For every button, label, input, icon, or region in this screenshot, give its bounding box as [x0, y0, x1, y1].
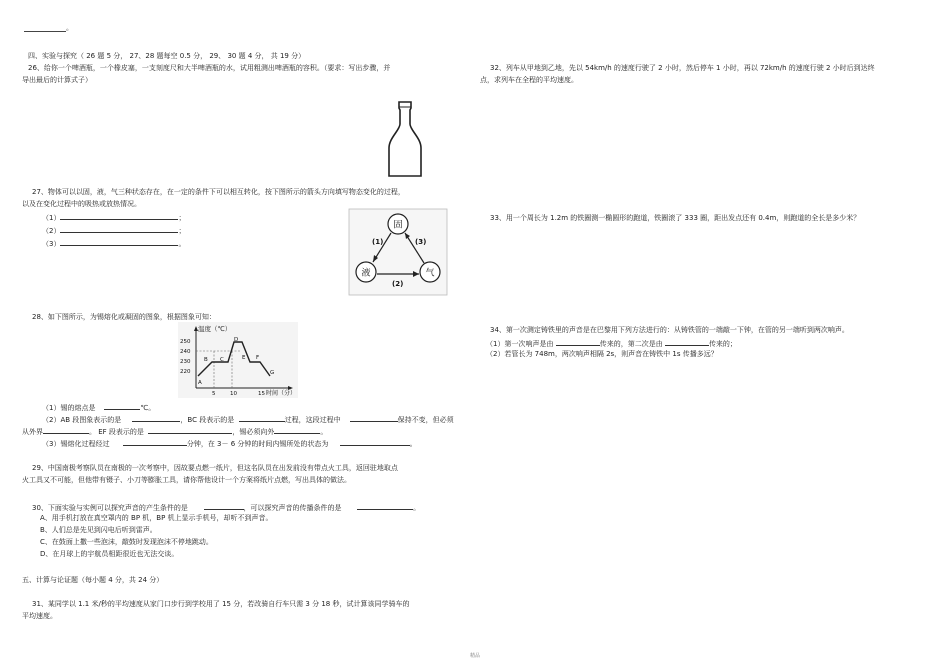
graph-ylabel: 温度（℃）: [198, 325, 232, 333]
q27-item1-label: （1）: [42, 214, 61, 222]
q29-line2: 火工具又不可能，但他带有镊子、小刀等膨胀工具，请你帮他设计一个方案将纸片点燃，写出具体的做法。: [22, 476, 351, 484]
point-C: C: [220, 357, 224, 363]
q28-p2g: ，锡必须向外: [232, 428, 275, 436]
q34-p1c: 传来的；: [708, 340, 737, 348]
q27-item2-label: （2）: [42, 227, 61, 235]
q28-p3c: 。: [409, 440, 417, 448]
q28-part1: [42, 402, 155, 413]
q34-blank-first[interactable]: [556, 338, 600, 346]
beer-bottle-image: [386, 98, 424, 180]
q28-blank-bc[interactable]: [239, 414, 285, 422]
q28-blank-state[interactable]: [340, 438, 410, 446]
q32-line2: 点，求列车在全程的平均速度。: [480, 76, 578, 84]
q30-blank-production[interactable]: [204, 502, 244, 510]
point-F: F: [256, 355, 260, 361]
q30-option-c: C、在鼓面上撒一些泡沫，敲鼓时发现泡沫不停地跳动。: [40, 538, 213, 546]
arrow-3-label: (3): [415, 238, 427, 246]
point-A: A: [198, 380, 202, 386]
tin-melting-graph: [178, 322, 298, 398]
q28-blank-ab[interactable]: [132, 414, 180, 422]
q34-blank-second[interactable]: [665, 338, 709, 346]
liquid-label: 液: [361, 268, 371, 279]
arrow-2-label: (2): [392, 280, 404, 288]
section5-heading: 五、计算与论证题（每小题 4 分，共 24 分）: [22, 576, 164, 584]
q34-part2: （2）若管长为 748m，两次响声相隔 2s，则声音在铸铁中 1s 传播多远？: [486, 350, 718, 358]
q34-p1a: （1）第一次响声是由: [486, 340, 554, 348]
q30-option-b: B、人们总是先见到闪电后听到雷声。: [40, 526, 157, 534]
q28-blank-ef[interactable]: [148, 426, 232, 434]
q27-answer-blank-2[interactable]: [60, 225, 178, 233]
q34-line1: 34、第一次测定铸铁里的声音是在巴黎用下列方法进行的：从铸铁管的一端敲一下钟，在管的另一端听到两次响声。: [490, 326, 849, 334]
q30-option-a: A、用手机打放在真空罩内的 BP 机，BP 机上显示手机号，却听不到声音。: [40, 514, 273, 522]
q27-item2-end: ；: [178, 227, 186, 235]
state-change-diagram: [348, 208, 448, 296]
q28-intro: 28、如下图所示，为锡熔化或凝固的图象，根据图象可知：: [32, 313, 216, 321]
q28-p1a: （1）锡的熔点是: [42, 404, 96, 412]
q28-part2-line2: [22, 426, 327, 437]
q29-line1: 29、中国南极考察队员在南极的一次考察中，因故要点燃一纸片，但这名队员在出发前没有带点火工具，返回驻地取点: [32, 464, 398, 472]
q26-line2: 导出最后的计算式子）: [22, 76, 92, 84]
q28-p2b: ，BC 段表示的是: [180, 416, 235, 424]
ytick-220: 220: [180, 369, 191, 375]
q28-blank-duration[interactable]: [123, 438, 187, 446]
ytick-230: 230: [180, 359, 191, 365]
q27-item3: [42, 238, 185, 249]
q27-item1: [42, 212, 185, 223]
q28-part2-line1: [42, 414, 454, 425]
q28-p1b: ℃。: [140, 404, 156, 412]
graph-xlabel: 时间（分）: [266, 390, 297, 397]
q27-answer-blank-1[interactable]: [60, 212, 178, 220]
point-B: B: [204, 357, 208, 363]
top-answer-line: [24, 31, 66, 32]
q30-option-d: D、在月球上的宇航员相距很近也无法交谈。: [40, 550, 179, 558]
xtick-15: 15: [258, 391, 265, 397]
q28-blank-absorb[interactable]: [43, 426, 89, 434]
solid-label: 固: [393, 220, 403, 231]
q27-item3-end: 。: [178, 240, 186, 248]
q28-blank-constant[interactable]: [350, 414, 398, 422]
q28-p2h: 。: [320, 428, 328, 436]
q32-line1: 32、列车从甲地到乙地，先以 54km/h 的速度行驶了 2 小时，然后停车 1 小时，再以 72km/h 的速度行驶 2 小时后到达终: [490, 64, 875, 72]
arrow-1-label: (1): [372, 238, 384, 246]
point-D: D: [234, 337, 239, 343]
q28-part3: [42, 438, 417, 449]
q27-line1: 27、物体可以以固，液，气三种状态存在，在一定的条件下可以相互转化，按下图所示的箭头方向填写物态变化的过程，: [32, 188, 405, 196]
q34-part1: [486, 338, 737, 349]
top-period: 。: [66, 24, 73, 32]
q33-line1: 33、用一个周长为 1.2m 的铁圈测一椭圆形的跑道，铁圈滚了 333 圈，距出发点还有 0.4m，则跑道的全长是多少米？: [490, 214, 861, 222]
q28-blank-release[interactable]: [274, 426, 320, 434]
footer-page-mark: 精品: [470, 653, 481, 659]
q26-line1: 26、给你一个啤酒瓶，一个橡皮塞，一支刻度尺和大半啤酒瓶的水，试用粗测出啤酒瓶的容积。（要求：写出步骤，并: [28, 64, 391, 72]
q28-p2a: （2）AB 段图象表示的是: [42, 416, 122, 424]
ytick-240: 240: [180, 349, 191, 355]
q30-stem-b: ，可以探究声音的传播条件的是: [243, 504, 342, 512]
q27-answer-blank-3[interactable]: [60, 238, 178, 246]
q28-p3b: 分钟，在 3－ 6 分钟的时间内锡所处的状态为: [186, 440, 329, 448]
q30-stem-a: 30、下面实验与实例可以探究声音的产生条件的是: [32, 504, 188, 512]
q30-blank-propagation[interactable]: [357, 502, 413, 510]
q28-p3a: （3）锡熔化过程经过: [42, 440, 110, 448]
point-E: E: [242, 355, 246, 361]
q28-blank-melting-point[interactable]: [104, 402, 140, 410]
gas-label: 气: [425, 268, 435, 279]
q28-p2e: 从外界: [22, 428, 43, 436]
q27-item3-label: （3）: [42, 240, 61, 248]
q27-item1-end: ；: [178, 214, 186, 222]
section4-heading: 四、实验与探究（ 26 题 5 分， 27、28 题每空 0.5 分， 29、 30 题 4 分， 共 19 分）: [28, 52, 306, 60]
q34-p1b: 传来的，第二次是由: [599, 340, 663, 348]
q30-stem: [32, 502, 420, 513]
q27-item2: [42, 225, 185, 236]
xtick-10: 10: [230, 391, 237, 397]
xtick-5: 5: [212, 391, 216, 397]
q28-p2c: 过程，这段过程中: [284, 416, 341, 424]
q28-p2f: 。 EF 段表示的是: [89, 428, 144, 436]
point-G: G: [270, 370, 275, 376]
q31-line1: 31、某同学以 1.1 米/秒的平均速度从家门口步行到学校用了 15 分，若改骑自行车只需 3 分 18 秒，试计算该同学骑车的: [32, 600, 410, 608]
ytick-250: 250: [180, 339, 191, 345]
q28-p2d: 保持不变，但必须: [397, 416, 454, 424]
q30-stem-c: 。: [413, 504, 421, 512]
q31-line2: 平均速度。: [22, 612, 57, 620]
q27-line2: 以及在变化过程中的吸热或放热情况。: [22, 200, 141, 208]
